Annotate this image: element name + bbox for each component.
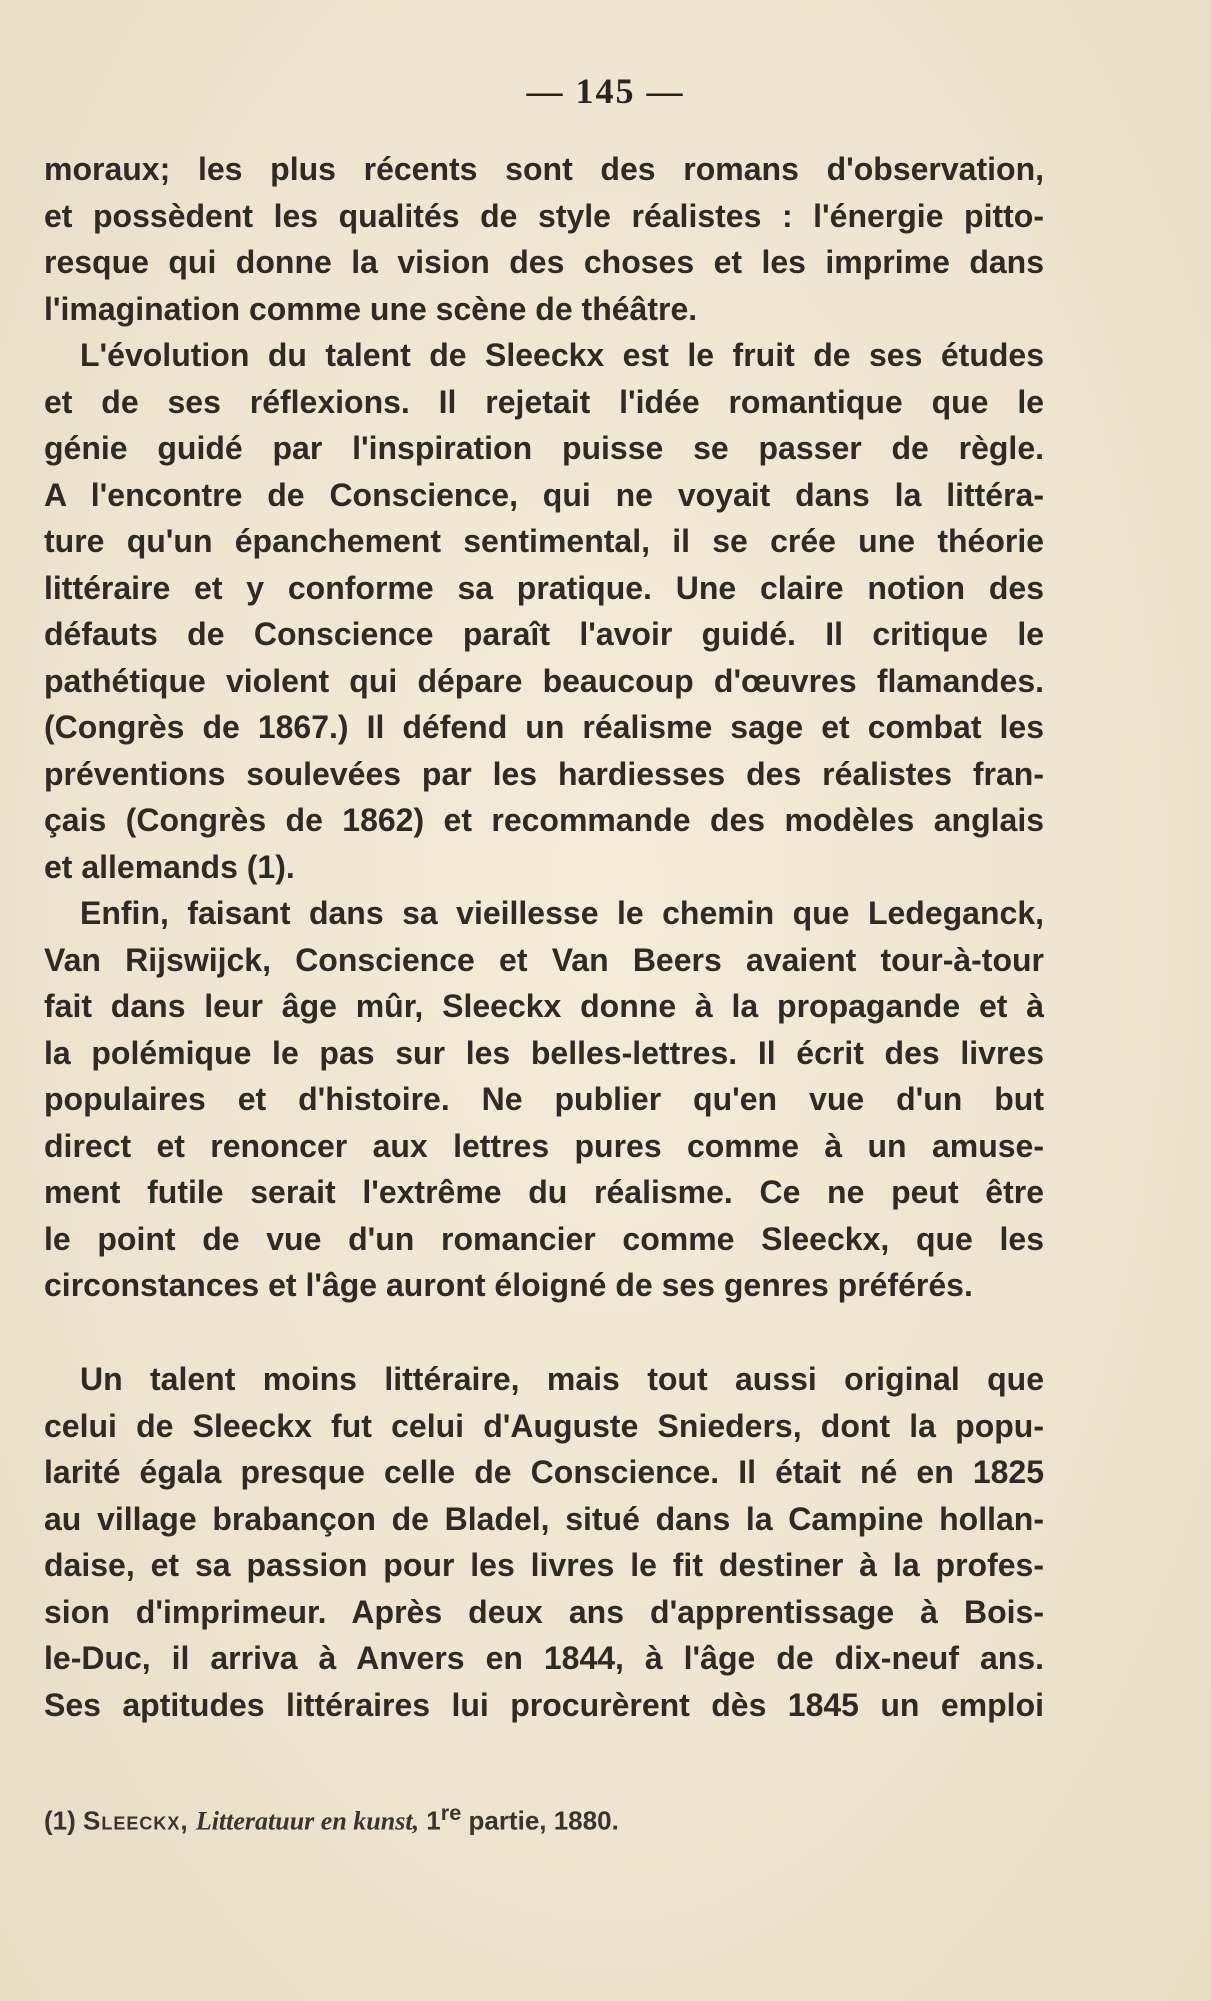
paragraph [44,332,1044,890]
text-line: daise, et sa passion pour les livres le fit destiner à la profes- [44,1547,1044,1583]
text-line: fait dans leur âge mûr, Sleeckx donne à la propagande et à [44,988,1044,1024]
text-line: ture qu'un épanchement sentimental, il se crée une théorie [44,523,1044,559]
text-line: pathétique violent qui dépare beaucoup d'œuvres flamandes. [44,662,1044,699]
footnote-edition-number: 1 [426,1805,441,1836]
text-line: défauts de Conscience paraît l'avoir guidé. Il critique le [44,616,1044,652]
text-line: le-Duc, il arriva à Anvers en 1844, à l'âge de dix-neuf ans. [44,1640,1044,1676]
paragraph [44,146,1044,332]
text-line: préventions soulevées par les hardiesses des réalistes fran- [44,755,1044,792]
text-line: Enfin, faisant dans sa vieillesse le chemin que Ledeganck, [80,895,1044,931]
footnote-number: (1) [44,1805,76,1836]
footnote [44,1800,1044,1837]
text-line: resque qui donne la vision des choses et les imprime dans [44,244,1044,280]
text-line: l'imagination comme une scène de théâtre. [44,290,698,327]
text-line: la polémique le pas sur les belles-lettres. Il écrit des livres [44,1034,1044,1071]
paragraph [44,890,1044,1309]
text-line: populaires et d'histoire. Ne publier qu'en vue d'un but [44,1081,1044,1117]
text-line: génie guidé par l'inspiration puisse se passer de règle. [44,430,1044,466]
text-line: Ses aptitudes littéraires lui procurèrent dès 1845 un emploi [44,1686,1044,1723]
text-line: au village brabançon de Bladel, situé dans la Campine hollan- [44,1500,1044,1537]
text-line: moraux; les plus récents sont des romans d'observation, [44,151,1044,187]
text-line: et possèdent les qualités de style réalistes : l'énergie pitto- [44,197,1044,234]
text-line: (Congrès de 1867.) Il défend un réalisme sage et combat les [44,709,1044,745]
text-line: A l'encontre de Conscience, qui ne voyait dans la littéra- [44,476,1044,513]
footnote-rest: partie, 1880. [461,1805,619,1836]
text-line: sion d'imprimeur. Après deux ans d'apprentissage à Bois- [44,1593,1044,1630]
footnote-author: Sleeckx, [83,1805,189,1836]
text-line: le point de vue d'un romancier comme Sleeckx, que les [44,1220,1044,1257]
text-line: et de ses réflexions. Il rejetait l'idée romantique que le [44,383,1044,420]
text-line: direct et renoncer aux lettres pures comme à un amuse- [44,1127,1044,1164]
text-line: Van Rijswijck, Conscience et Van Beers avaient tour-à-tour [44,941,1044,978]
text-line: et allemands (1). [44,848,295,885]
text-line: larité égala presque celle de Conscience. Il était né en 1825 [44,1454,1044,1490]
footnote-title: Litteratuur en kunst, [195,1806,420,1836]
text-line: ment futile serait l'extrême du réalisme. Ce ne peut être [44,1174,1044,1210]
text-line: L'évolution du talent de Sleeckx est le fruit de ses études [80,337,1044,373]
paragraph [44,1356,1044,1728]
text-line: circonstances et l'âge auront éloigné de ses genres préférés. [44,1267,973,1303]
text-line: celui de Sleeckx fut celui d'Auguste Snieders, dont la popu- [44,1407,1044,1444]
text-line: çais (Congrès de 1862) et recommande des modèles anglais [44,802,1044,838]
text-line: littéraire et y conforme sa pratique. Une claire notion des [44,569,1044,606]
text-line: Un talent moins littéraire, mais tout aussi original que [80,1361,1044,1397]
page-number: — 145 — [526,71,685,111]
footnote-edition-superscript: re [440,1800,462,1825]
